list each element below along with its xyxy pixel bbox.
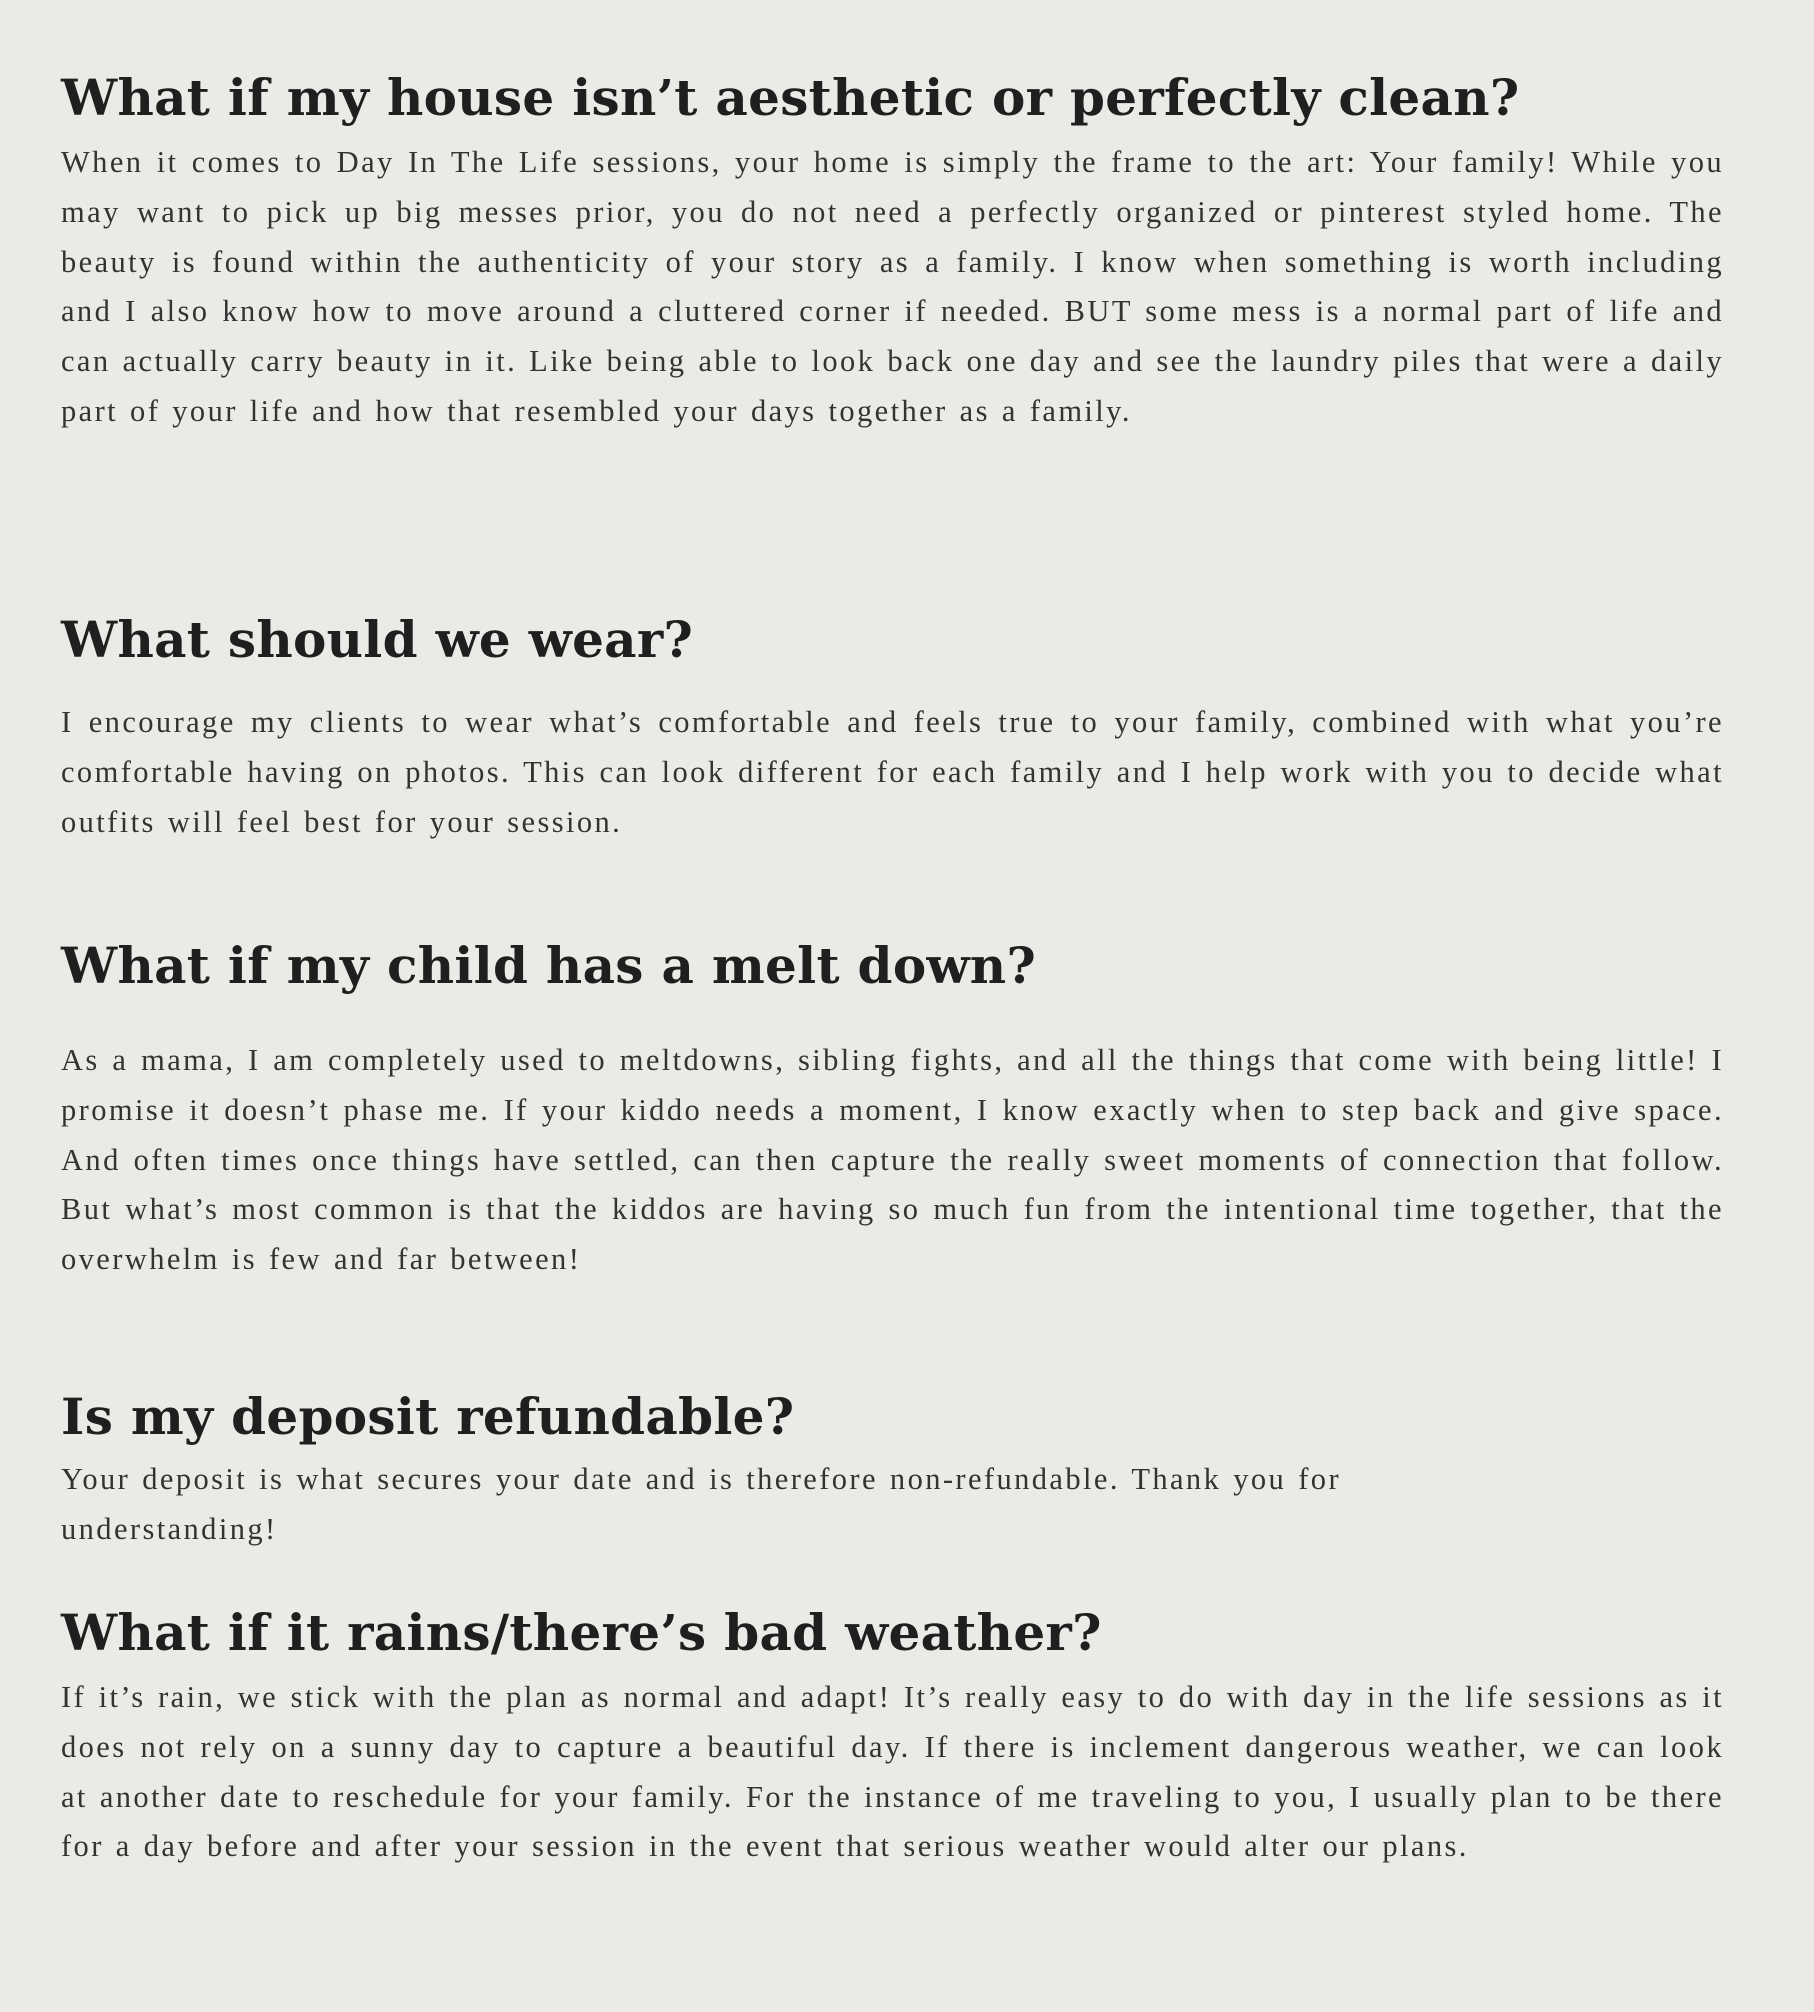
faq-item-deposit-refund bbox=[61, 1387, 1724, 1555]
faq-question: What if my child has a melt down? bbox=[61, 936, 1037, 995]
faq-answer: I encourage my clients to wear what’s comfortable and feels true to your family, combined with what you’re comfortable having on photos. This can look different for each family and I help work with you to decide what outfits will feel best for your session. bbox=[61, 705, 1724, 839]
faq-item-bad-weather bbox=[61, 1603, 1724, 1872]
faq-item-what-to-wear bbox=[61, 610, 1724, 847]
faq-question: What if it rains/there’s bad weather? bbox=[61, 1603, 1102, 1662]
faq-question: What should we wear? bbox=[61, 610, 694, 669]
faq-answer: As a mama, I am completely used to meltdowns, sibling fights, and all the things that come with being little! I promise it doesn’t phase me. If your kiddo needs a moment, I know exactly when to step back and give space. And often times once things have settled, can then capture the really sweet moments of connection that follow. But what’s most common is that the kiddos are having so much fun from the intentional time together, that the overwhelm is few and far between! bbox=[61, 1043, 1724, 1277]
faq-question: Is my deposit refundable? bbox=[61, 1387, 795, 1446]
faq-question: What if my house isn’t aesthetic or perfectly clean? bbox=[61, 68, 1520, 127]
faq-item-house-clean bbox=[61, 68, 1724, 437]
faq-answer: When it comes to Day In The Life sessions, your home is simply the frame to the art: Your family! While you may want to pick up big messes prior, you do not need a perfectly organized or pinterest styled home. The beauty is found within the authenticity of your story as a family. I know when something is worth including and I also know how to move around a cluttered corner if needed. BUT some mess is a normal part of life and can actually carry beauty in it. Like being able to look back one day and see the laundry piles that were a daily part of your life and how that resembled your days together as a family. bbox=[61, 145, 1724, 428]
faq-answer: Your deposit is what secures your date and is therefore non-refundable. Thank you for understanding! bbox=[61, 1462, 1342, 1546]
faq-item-melt-down bbox=[61, 936, 1724, 1285]
faq-answer: If it’s rain, we stick with the plan as normal and adapt! It’s really easy to do with day in the life sessions as it does not rely on a sunny day to capture a beautiful day. If there is inclement dangerous weather, we can look at another date to reschedule for your family. For the instance of me traveling to you, I usually plan to be there for a day before and after your session in the event that serious weather would alter our plans. bbox=[61, 1680, 1724, 1864]
